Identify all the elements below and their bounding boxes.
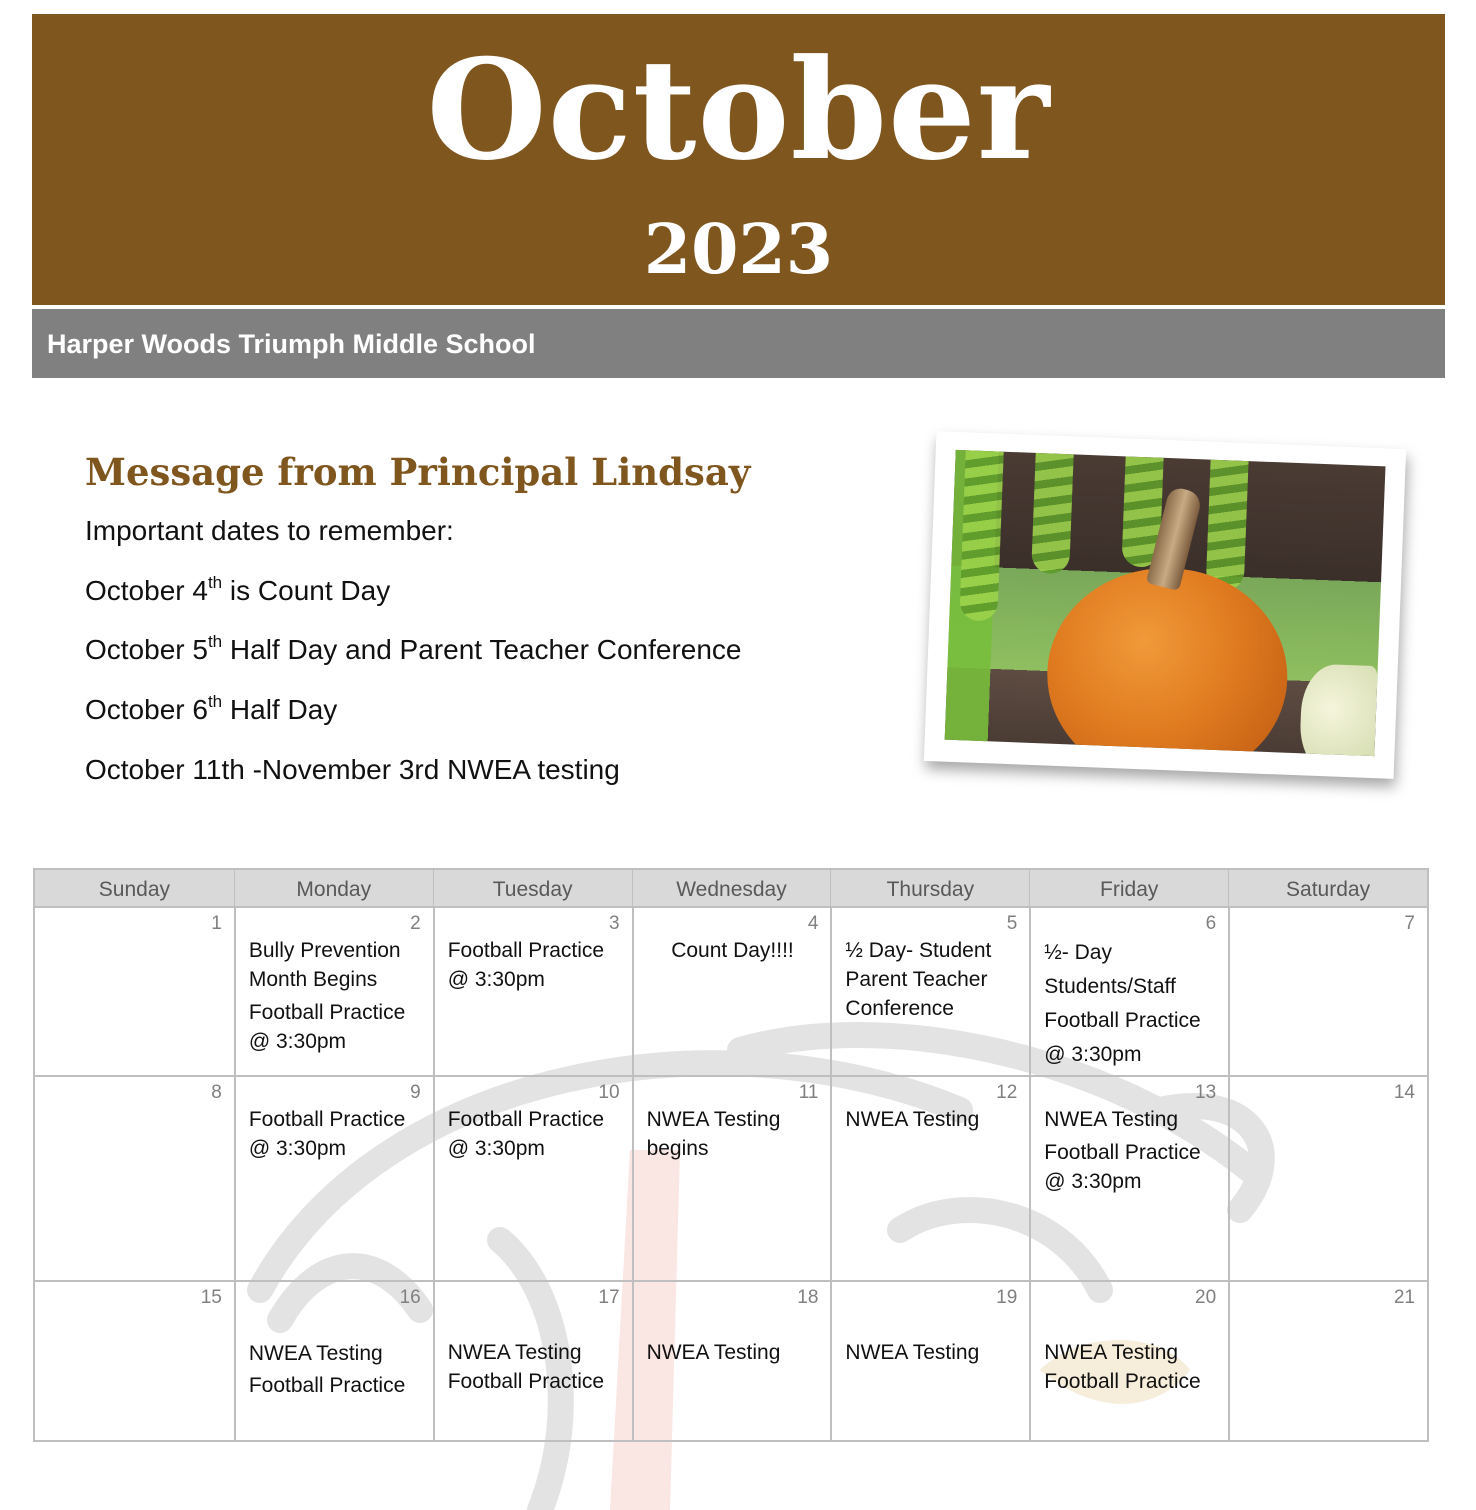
fern-decoration [1206,460,1249,591]
day-number: 11 [798,1082,819,1103]
day-cell [234,1077,433,1280]
ordinal-suffix: th [207,692,223,711]
day-events [1044,936,1216,1072]
message-item-text: Half Day [222,694,338,725]
fern-decoration [959,450,1003,621]
day-events [845,936,1017,1023]
day-cell [433,1077,632,1280]
message-item-text: is Count Day [222,575,391,606]
message-item [85,573,390,609]
day-number: 1 [211,913,222,934]
message-item-text: October 5 [85,634,208,665]
event-item: NWEA Testing [1044,1341,1179,1364]
weekday-saturday: Saturday [1228,870,1427,910]
weekday-monday: Monday [234,870,433,910]
event-item: NWEA Testing [646,1341,781,1364]
pumpkin-image [945,450,1386,756]
message-item [85,692,337,728]
day-number: 5 [1006,913,1018,934]
event-item: Count Day!!!! [671,939,794,962]
message-title: Message from Principal Lindsay [85,450,751,494]
day-events [647,1310,819,1367]
day-cell [1228,1077,1427,1280]
day-cell [433,908,632,1075]
day-number: 4 [807,913,819,934]
day-cell [1029,1282,1228,1440]
day-events [1044,1105,1216,1196]
day-events [249,1105,421,1163]
weekday-tuesday: Tuesday [433,870,632,910]
day-cell [1029,908,1228,1075]
event-item: ½ Day- Student Parent Teacher Conference [845,939,992,1020]
day-cell [433,1282,632,1440]
event-item: @ 3:30pm [1044,1043,1142,1066]
school-name-bar [32,309,1445,378]
event-item: NWEA Testing [1044,1108,1179,1131]
day-events [448,1310,620,1396]
message-item [85,632,741,668]
day-number: 13 [1195,1082,1217,1103]
day-cell [35,1077,234,1280]
month-banner [32,14,1445,305]
message-item-text: October 11th -November 3rd NWEA testing [85,754,620,785]
event-item: Students/Staff [1044,975,1176,998]
message-item-text: Half Day and Parent Teacher Conference [222,634,742,665]
day-number: 6 [1205,913,1217,934]
event-item: Football Practice @ 3:30pm [1044,1141,1201,1193]
day-cell [35,1282,234,1440]
message-item-text: October 4 [85,575,208,606]
event-item: NWEA Testing [447,1341,582,1364]
day-cell [1029,1077,1228,1280]
event-item: NWEA Testing begins [646,1108,781,1160]
day-number: 9 [410,1082,421,1103]
day-events [448,1105,620,1163]
message-item-text: October 6 [85,694,208,725]
event-item: NWEA Testing [845,1341,980,1364]
day-number: 10 [598,1082,620,1103]
weekday-wednesday: Wednesday [632,870,831,910]
school-name: Harper Woods Triumph Middle School [47,329,536,359]
day-number: 2 [410,913,421,934]
day-number: 3 [608,913,620,934]
fern-decoration [1031,453,1074,574]
pumpkin-shape [1043,564,1291,757]
event-item: Football Practice [248,1374,406,1397]
event-item: Football Practice @ 3:30pm [447,939,605,991]
day-number: 16 [399,1287,421,1308]
day-events [647,936,819,965]
day-events [647,1105,819,1163]
event-item: Football Practice @ 3:30pm [248,1001,406,1053]
day-number: 15 [200,1287,222,1308]
day-number: 14 [1393,1082,1415,1103]
ordinal-suffix: th [207,573,223,592]
day-cell [830,1282,1029,1440]
week-row [33,1077,1429,1282]
ordinal-suffix: th [207,632,223,651]
weekday-thursday: Thursday [830,870,1029,910]
day-number: 19 [996,1287,1018,1308]
day-cell [830,1077,1029,1280]
day-cell [35,908,234,1075]
day-number: 18 [797,1287,819,1308]
day-cell [632,1282,831,1440]
day-events [249,1310,421,1402]
day-events [1044,1310,1216,1396]
day-events [845,1310,1017,1367]
event-item: NWEA Testing [248,1342,383,1365]
day-cell [234,1282,433,1440]
weekday-header-row [33,868,1429,906]
day-events [249,936,421,1056]
day-cell [234,908,433,1075]
gourd-shape [1299,663,1378,756]
event-item: Bully Prevention Month Begins [248,939,401,991]
day-cell [1228,1282,1427,1440]
message-intro: Important dates to remember: [85,515,454,546]
day-number: 8 [211,1082,222,1103]
banner-year: 2023 [643,210,834,290]
pumpkin-photo [924,431,1406,779]
day-events [448,936,620,994]
weekday-friday: Friday [1029,870,1228,910]
day-number: 21 [1393,1287,1415,1308]
day-number: 7 [1404,913,1415,934]
event-item: Football Practice [1044,1370,1201,1393]
weekday-sunday: Sunday [98,878,171,901]
day-cell [632,1077,831,1280]
event-item: Football Practice @ 3:30pm [447,1108,605,1160]
day-number: 20 [1195,1287,1217,1308]
message-item [85,752,620,788]
week-row [33,1282,1429,1442]
event-item: Football Practice [447,1370,605,1393]
calendar-grid [33,868,1429,1442]
banner-month-title: October [426,28,1051,191]
week-row [33,906,1429,1077]
event-item: Football Practice @ 3:30pm [248,1108,406,1160]
event-item: NWEA Testing [845,1108,980,1131]
day-number: 12 [996,1082,1018,1103]
day-cell [632,908,831,1075]
day-cell [830,908,1029,1075]
event-item: Football Practice [1044,1009,1201,1032]
day-cell [1228,908,1427,1075]
day-number: 17 [598,1287,620,1308]
day-events [845,1105,1017,1134]
event-item: ½- Day [1044,941,1112,964]
